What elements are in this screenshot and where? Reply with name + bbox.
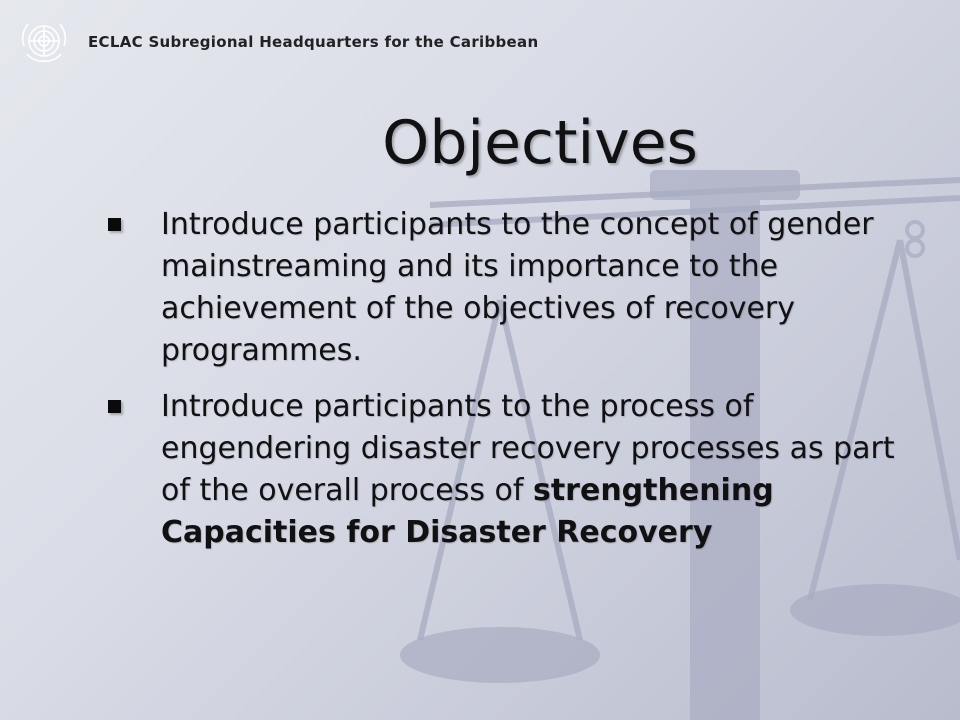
organization-name: ECLAC Subregional Headquarters for the Caribbean [88, 33, 539, 51]
slide-title: Objectives [382, 108, 698, 178]
slide-header [14, 16, 538, 68]
bullet-text-bold: strengthening Capacities for Disaster Recovery [161, 473, 774, 550]
bullet-text-plain: Introduce participants to the process of engendering disaster recovery processes as part of the overall process of [161, 389, 895, 508]
bullet-list [108, 204, 908, 568]
bullet-text [161, 386, 908, 554]
square-bullet-icon [108, 218, 121, 231]
square-bullet-icon [108, 400, 121, 413]
bullet-item [108, 204, 908, 372]
un-emblem-icon [14, 16, 74, 68]
bullet-item [108, 386, 908, 554]
bullet-text: Introduce participants to the concept of gender mainstreaming and its importance to the achievement of the objectives of recovery programmes. [161, 207, 874, 368]
